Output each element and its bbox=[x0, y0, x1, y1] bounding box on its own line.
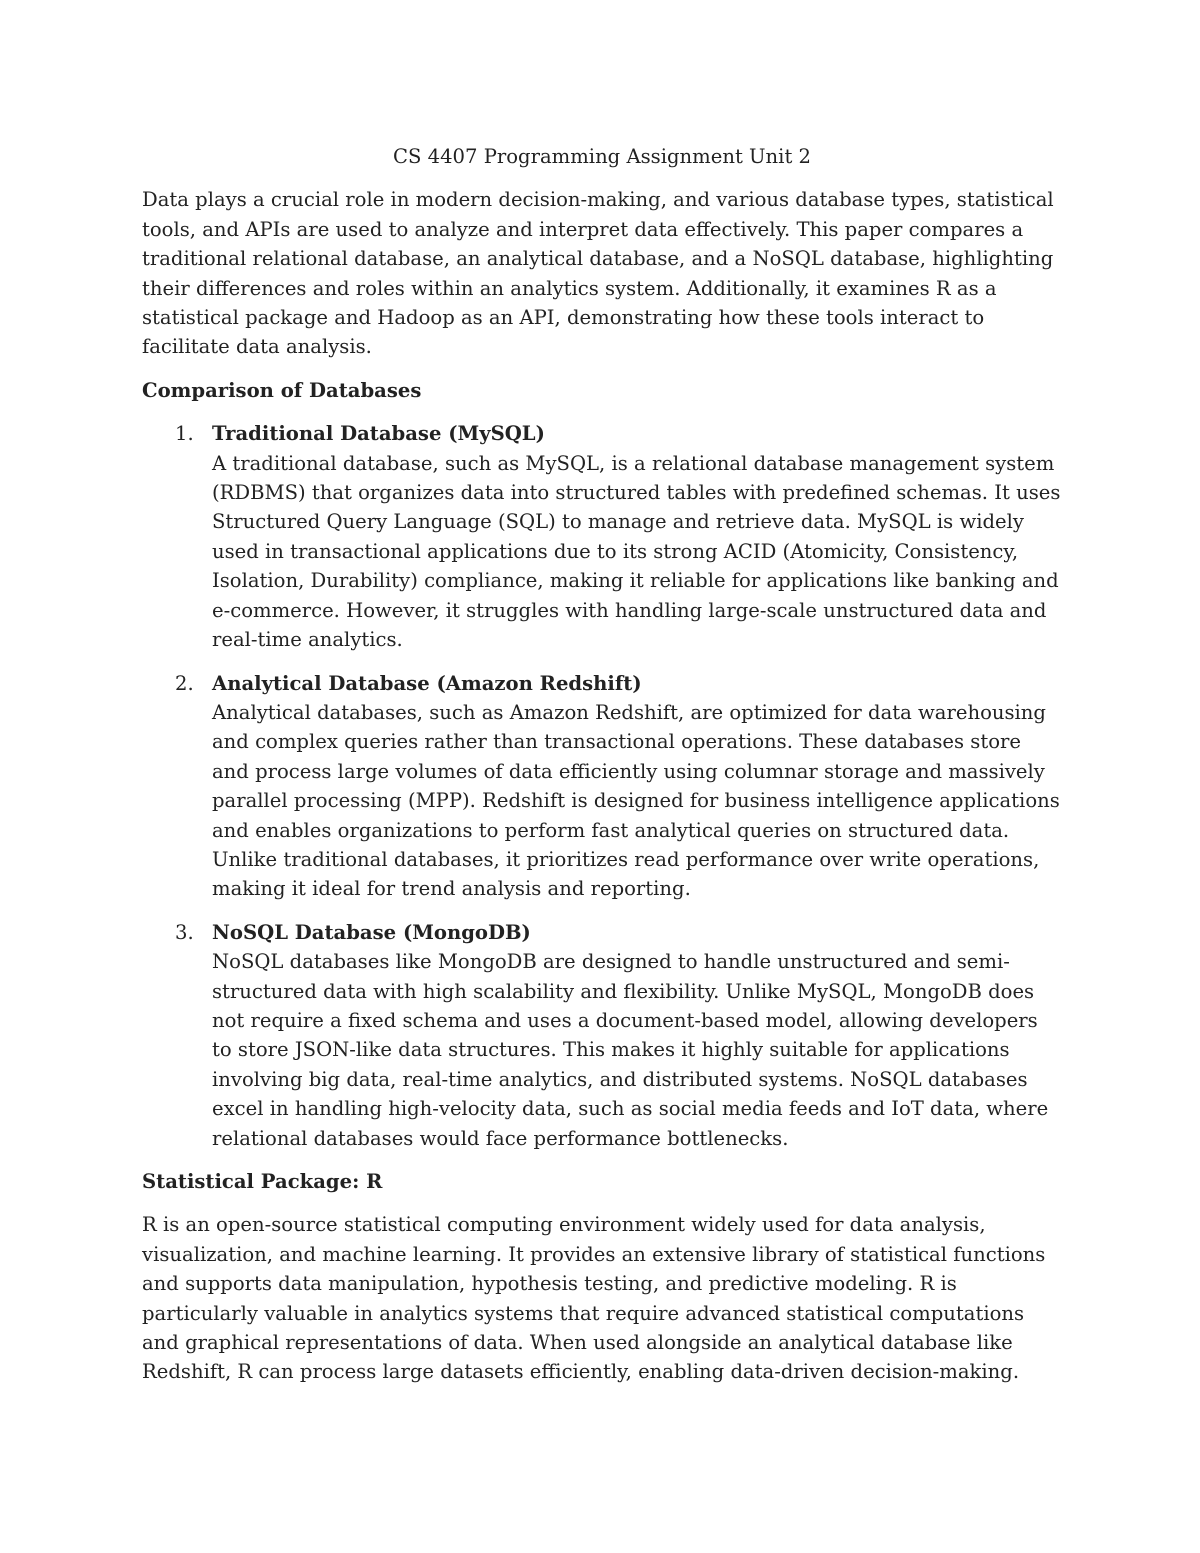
list-item-mysql bbox=[142, 419, 1062, 654]
r-paragraph: R is an open-source statistical computing environment widely used for data analysis, visualization, and machine learning. It provides an extensive library of statistical functions and supports data manipulation, hypothesis testing, and predictive modeling. R is particularly valuable in analytics systems that require advanced statistical computations and graphical representations of data. When used alongside an analytical database like Redshift, R can process large datasets efficiently, enabling data-driven decision-making. bbox=[142, 1213, 1046, 1384]
list-item-body: NoSQL databases like MongoDB are designed to handle unstructured and semi-structured data with high scalability and flexibility. Unlike MySQL, MongoDB does not require a fixed schema and uses a document-based model, allowing developers to store JSON-like data structures. This makes it highly suitable for applications involving big data, real-time analytics, and distributed systems. NoSQL databases excel in handling high-velocity data, such as social media feeds and IoT data, where relational databases would face performance bottlenecks. bbox=[212, 950, 1049, 1150]
intro-paragraph: Data plays a crucial role in modern decision-making, and various database types, statistical tools, and APIs are used to analyze and interpret data effectively. This paper compares a traditional relational database, an analytical database, and a NoSQL database, highlighting their differences and roles within an analytics system. Additionally, it examines R as a statistical package and Hadoop as an API, demonstrating how these tools interact to facilitate data analysis. bbox=[142, 188, 1054, 359]
section-heading-r: Statistical Package: R bbox=[142, 1170, 383, 1193]
list-number: 1. bbox=[175, 422, 194, 446]
list-item-mongodb bbox=[142, 918, 1062, 1153]
list-number: 2. bbox=[175, 671, 194, 695]
database-list bbox=[142, 419, 1062, 1153]
list-item-body: A traditional database, such as MySQL, is a relational database management system (RDBMS) that organizes data into structured tables with predefined schemas. It uses Structured Query Language (SQL) to manage and retrieve data. MySQL is widely used in transactional applications due to its strong ACID (Atomicity, Consistency, Isolation, Durability) compliance, making it reliable for applications like banking and e-commerce. However, it struggles with handling large-scale unstructured data and real-time analytics. bbox=[212, 451, 1061, 652]
list-item-title: NoSQL Database (MongoDB) bbox=[212, 920, 531, 944]
section-heading-databases: Comparison of Databases bbox=[142, 378, 422, 402]
list-item-title: Traditional Database (MySQL) bbox=[212, 422, 545, 446]
document-title: CS 4407 Programming Assignment Unit 2 bbox=[392, 145, 812, 168]
list-item-redshift bbox=[142, 669, 1062, 904]
document-content bbox=[142, 142, 1062, 1401]
list-item-body: Analytical databases, such as Amazon Redshift, are optimized for data warehousing and complex queries rather than transactional operations. These databases store and process large volumes of data efficiently using columnar storage and massively parallel processing (MPP). Redshift is designed for business intelligence applications and enables organizations to perform fast analytical queries on structured data. Unlike traditional databases, it prioritizes read performance over write operations, making it ideal for trend analysis and reporting. bbox=[212, 700, 1060, 901]
list-item-title: Analytical Database (Amazon Redshift) bbox=[212, 671, 642, 695]
list-number: 3. bbox=[175, 920, 194, 944]
